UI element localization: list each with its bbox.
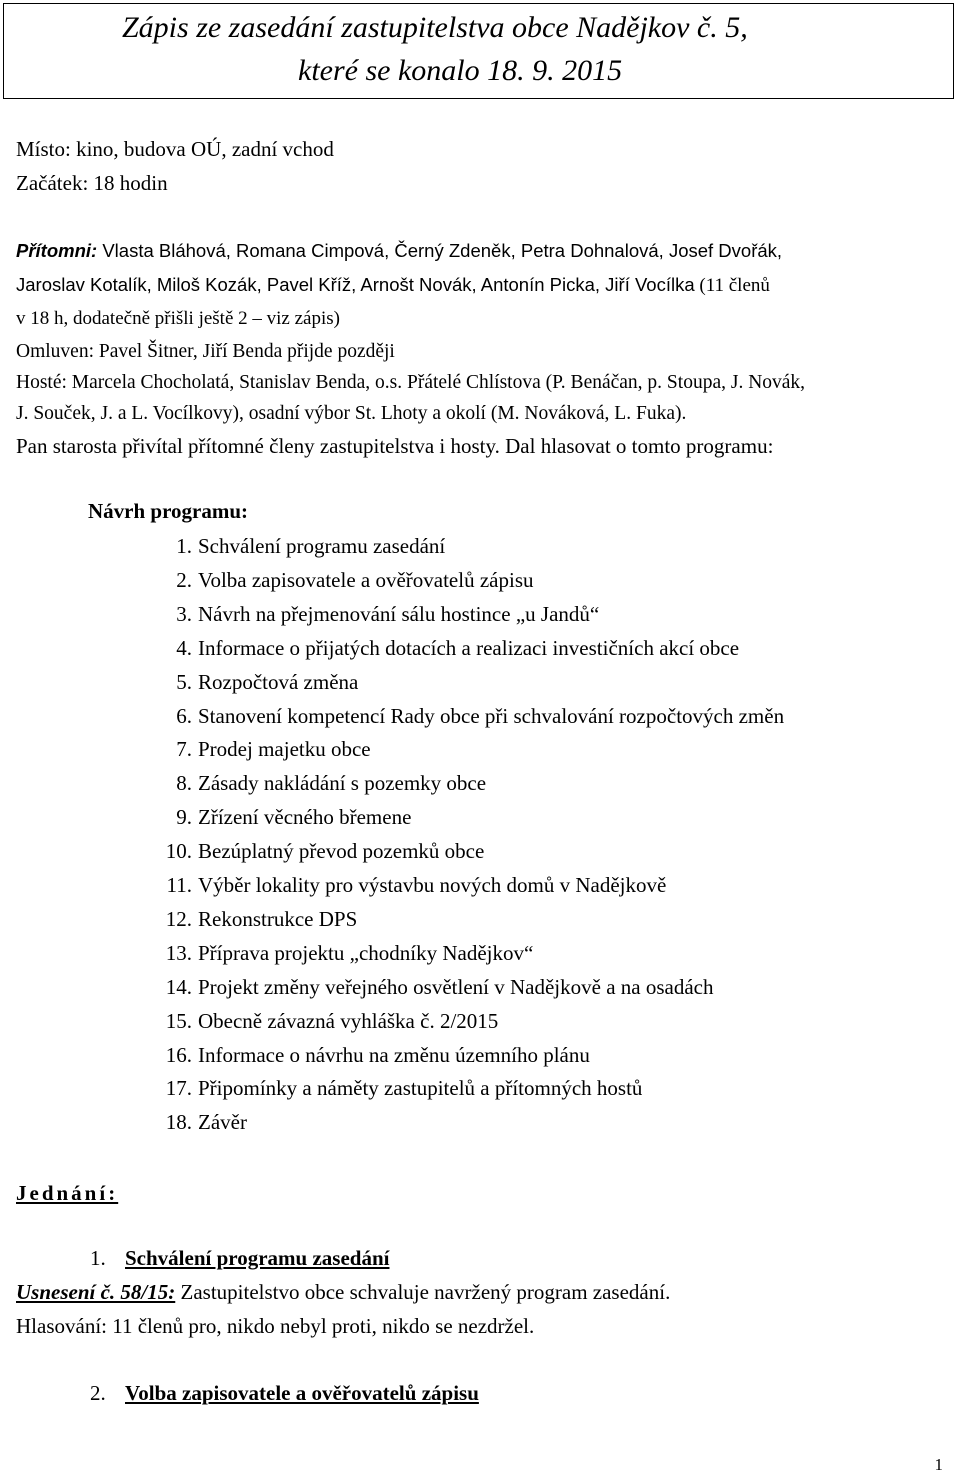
program-item-text: Připomínky a náměty zastupitelů a přítomných hostů	[198, 1076, 643, 1100]
program-item-number: 8.	[176, 771, 192, 795]
program-item-number: 2.	[176, 568, 192, 592]
present-line-3: v 18 h, dodatečně přišli ještě 2 – viz zápis)	[16, 308, 340, 329]
program-item-text: Projekt změny veřejného osvětlení v Nadějkově a na osadách	[198, 975, 714, 999]
program-item-text: Zásady nakládání s pozemky obce	[198, 771, 487, 795]
program-item-text: Rozpočtová změna	[198, 670, 359, 694]
present-label: Přítomni:	[16, 240, 98, 261]
guests-line-2: J. Souček, J. a L. Vocílkovy), osadní výbor St. Lhoty a okolí (M. Nováková, L. Fuka).	[16, 403, 687, 424]
present-count: (11 členů	[694, 275, 770, 296]
document-title-line-1: Zápis ze zasedání zastupitelstva obce Nadějkov č. 5,	[122, 11, 748, 44]
present-line-1	[16, 238, 782, 264]
program-item-number: 16.	[165, 1043, 192, 1067]
program-item-text: Informace o přijatých dotacích a realizaci investičních akcí obce	[198, 636, 740, 660]
document-title-line-2: které se konalo 18. 9. 2015	[298, 54, 623, 87]
program-item-number: 7.	[176, 737, 192, 761]
program-item-text: Závěr	[198, 1110, 247, 1134]
guests-line-1: Hosté: Marcela Chocholatá, Stanislav Benda, o.s. Přátelé Chlístova (P. Benáčan, p. Stoupa, J. Novák,	[16, 372, 806, 393]
program-item-number: 11.	[166, 873, 192, 897]
section-1-number: 1.	[90, 1246, 106, 1270]
section-2-title: Volba zapisovatele a ověřovatelů zápisu	[125, 1381, 479, 1405]
program-item-text: Schválení programu zasedání	[198, 534, 446, 558]
meeting-place: Místo: kino, budova OÚ, zadní vchod	[16, 137, 334, 161]
present-names-1: Vlasta Bláhová, Romana Cimpová, Černý Zdeněk, Petra Dohnalová, Josef Dvořák,	[97, 240, 783, 261]
program-item-text: Prodej majetku obce	[198, 737, 371, 761]
present-line-2	[16, 272, 770, 299]
present-names-2: Jaroslav Kotalík, Miloš Kozák, Pavel Kříž, Arnošt Novák, Antonín Picka, Jiří Vocílka	[16, 274, 695, 295]
program-item-number: 12.	[165, 907, 192, 931]
program-item-number: 5.	[176, 670, 192, 694]
program-item-number: 1.	[176, 534, 192, 558]
program-heading: Návrh programu:	[88, 499, 249, 523]
section-1-title: Schválení programu zasedání	[125, 1246, 390, 1270]
program-item-text: Stanovení kompetencí Rady obce při schvalování rozpočtových změn	[198, 704, 785, 728]
program-item-number: 13.	[165, 941, 192, 965]
program-item-number: 14.	[165, 975, 192, 999]
program-item-text: Příprava projektu „chodníky Nadějkov“	[198, 941, 534, 965]
program-item-number: 4.	[176, 636, 192, 660]
proceedings-heading: Jednání:	[16, 1181, 119, 1205]
section-2-number: 2.	[90, 1381, 106, 1405]
program-item-text: Informace o návrhu na změnu územního plánu	[198, 1043, 590, 1067]
program-item-text: Volba zapisovatele a ověřovatelů zápisu	[198, 568, 534, 592]
program-item-text: Výběr lokality pro výstavbu nových domů v Nadějkově	[198, 873, 667, 897]
program-item-text: Zřízení věcného břemene	[198, 805, 412, 829]
program-item-number: 9.	[176, 805, 192, 829]
excused-line: Omluven: Pavel Šitner, Jiří Benda přijde později	[16, 341, 395, 362]
resolution-text: Zastupitelstvo obce schvaluje navržený program zasedání.	[175, 1280, 671, 1304]
program-item-text: Návrh na přejmenování sálu hostince „u Jandů“	[198, 602, 600, 626]
program-item-number: 18.	[165, 1110, 192, 1134]
program-item-number: 10.	[165, 839, 192, 863]
program-item-number: 15.	[165, 1009, 192, 1033]
resolution-label: Usnesení č. 58/15:	[16, 1280, 176, 1304]
vote-line: Hlasování: 11 členů pro, nikdo nebyl proti, nikdo se nezdržel.	[16, 1314, 535, 1338]
program-item-text: Bezúplatný převod pozemků obce	[198, 839, 485, 863]
meeting-start: Začátek: 18 hodin	[16, 171, 168, 195]
program-item-number: 6.	[176, 704, 192, 728]
program-item-text: Obecně závazná vyhláška č. 2/2015	[198, 1009, 499, 1033]
program-item-text: Rekonstrukce DPS	[198, 907, 358, 931]
welcome-line: Pan starosta přivítal přítomné členy zastupitelstva i hosty. Dal hlasovat o tomto programu:	[16, 434, 774, 458]
page-number: 1	[934, 1455, 943, 1474]
resolution-line	[16, 1279, 670, 1305]
program-item-number: 3.	[176, 602, 192, 626]
program-item-number: 17.	[165, 1076, 192, 1100]
